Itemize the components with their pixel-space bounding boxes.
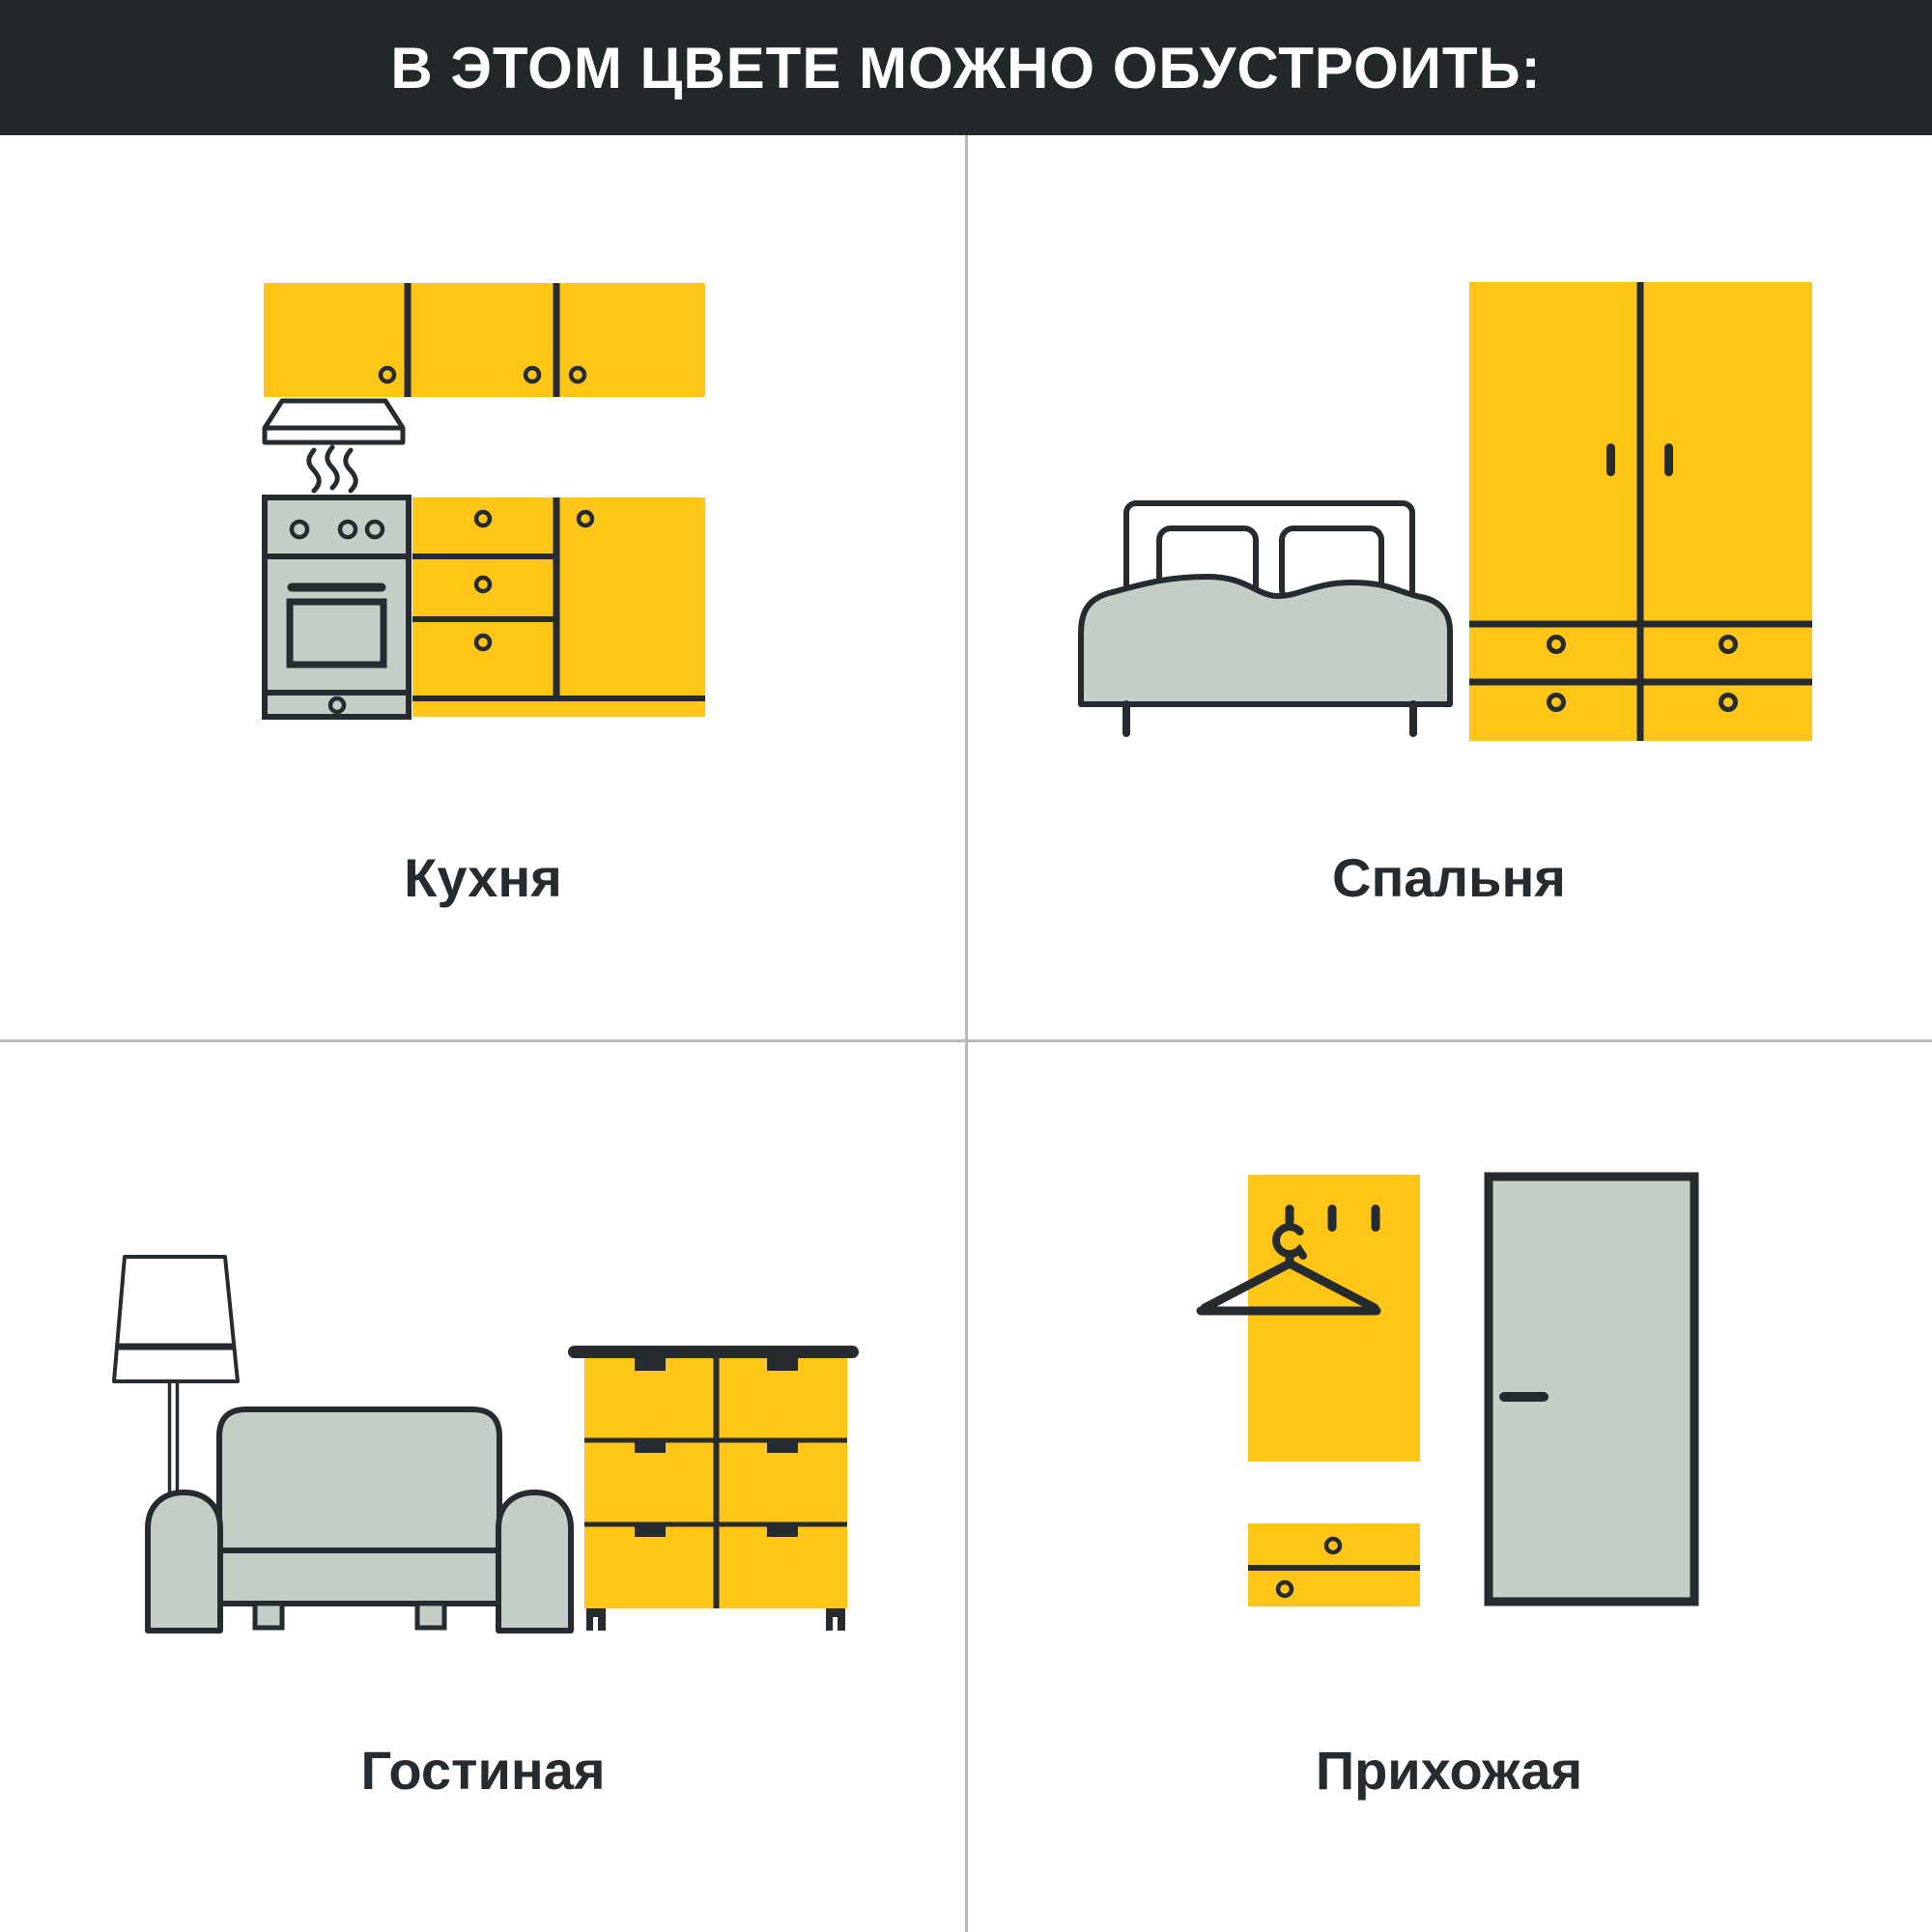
caption-hallway: Прихожая bbox=[1315, 1740, 1583, 1801]
coat-rack-panel-icon bbox=[1201, 1175, 1420, 1462]
caption-bedroom: Спальня bbox=[1332, 847, 1566, 908]
caption-kitchen: Кухня bbox=[404, 847, 562, 908]
door-icon bbox=[1489, 1177, 1694, 1602]
drawer-chest-icon bbox=[568, 1346, 859, 1631]
steam-icon bbox=[309, 447, 356, 491]
bed-icon bbox=[1081, 503, 1450, 733]
page-title: В ЭТОМ ЦВЕТЕ МОЖНО ОБУСТРОИТЬ: bbox=[390, 35, 1542, 100]
sofa-icon bbox=[148, 1409, 571, 1631]
stove-icon bbox=[265, 497, 409, 717]
range-hood-icon bbox=[265, 401, 403, 491]
caption-living-room: Гостиная bbox=[360, 1740, 606, 1801]
header-banner bbox=[0, 0, 1932, 135]
kitchen-wall-cabinets-icon bbox=[264, 283, 705, 397]
shoe-cabinet-icon bbox=[1248, 1523, 1420, 1606]
wardrobe-icon bbox=[1469, 282, 1812, 741]
kitchen-base-cabinets-icon bbox=[412, 497, 705, 717]
